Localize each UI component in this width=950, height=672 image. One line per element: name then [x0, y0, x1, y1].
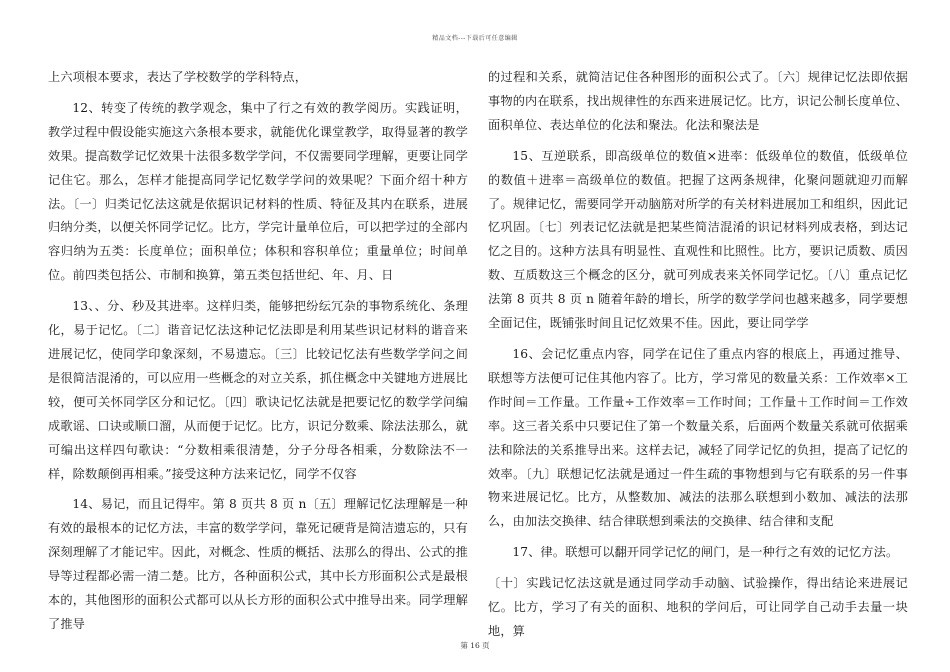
paragraph: 15、互逆联系，即高级单位的数值×进率：低级单位的数值，低级单位的数值＋进率＝高级单位的数值。把握了这两条规律，化聚问题就迎刃而解了。规律记忆，需要同学开动脑筋对所学的有关材料进展加工和组织，因此记忆巩固。〔七〕列表记忆法就是把某些简洁混淆的识记材料列成表格，到达记忆之目的。这种方法具有明显性、直观性和比照性。比方，要识记质数、质因数、互质数这三个概念的区分，就可列成表来关怀同学记忆。〔八〕重点记忆法第 8 页共 8 页 n 随着年龄的增长，所学的数学学问也越来越多，同学要想全面记住，既铺张时间且记忆效果不佳。因此，要让同学学	[488, 148, 908, 331]
page-number: 第 16 页	[460, 641, 490, 650]
left-column	[48, 66, 468, 644]
paragraph: 13、、分、秒及其进率。这样归类，能够把纷纭冗杂的事物系统化、条理化，易于记忆。〔二〕谐音记忆法这种记忆法即是利用某些识记材料的谐音来进展记忆，使同学印象深刻，不易遗忘。〔三〕比较记忆法有些数学学问之间是很简洁混淆的，可以应用一些概念的对立关系，抓住概念中关键地方进展比较，便可关怀同学区分和记忆。〔四〕歌诀记忆法就是把要记忆的数学学问编成歌谣、口诀或顺口溜，从而便于记忆。比方，识记分数乘、除法法那么，就可编出这样四句歌诀：“分数相乘很清楚，分子分母各相乘，分数除法不一样，除数颠倒再相乘。”接受这种方法来记忆，同学不仅容	[48, 299, 468, 481]
paragraph: 〔十〕实践记忆法这就是通过同学动手动脑、试验操作，得出结论来进展记忆。比方，学习了有关的面积、地积的学问后，可让同学自己动手去量一块地，算	[488, 576, 908, 638]
paragraph: 的过程和关系，就简洁记住各种图形的面积公式了。〔六〕规律记忆法即依据事物的内在联系，找出规律性的东西来进展记忆。比方，识记公制长度单位、面积单位、表达单位的化法和聚法。化法和聚法是	[488, 70, 908, 132]
paragraph: 17、律。联想可以翻开同学记忆的闸门，是一种行之有效的记忆方法。	[512, 545, 899, 560]
paragraph: 12、转变了传统的教学观念，集中了行之有效的教学阅历。实践证明，教学过程中假设能实施这六条根本要求，就能优化课堂教学，取得显著的教学效果。提高数学记忆效果十法很多数学学问，不仅需要同学理解，更要让同学记住它。那么，怎样才能提高同学记忆数学学问的效果呢？下面介绍十种方法。〔一〕归类记忆法这就是依据识记材料的性质、特征及其内在联系，进展归纳分类，以便关怀同学记忆。比方，学完计量单位后，可以把学过的全部内容归纳为五类：长度单位；面积单位；体积和容积单位；重量单位；时间单位。前四类包括公、市制和换算，第五类包括世纪、年、月、日	[48, 100, 468, 283]
page-header: 精品文档---下载后可任意编辑	[432, 35, 518, 42]
paragraph: 14、易记，而且记得牢。第 8 页共 8 页 n〔五〕理解记忆法理解是一种有效的最根本的记忆方法，丰富的数学学问，靠死记硬背是简洁遗忘的，只有深刻理解了才能记牢。因此，对概念、性质的概括、法那么的得出、公式的推导等过程都必需一清二楚。比方，各种面积公式，其中长方形面积公式是最根本的，其他图形的面积公式都可以从长方形的面积公式中推导出来。同学理解了推导	[48, 497, 468, 631]
paragraph: 16、会记忆重点内容，同学在记住了重点内容的根底上，再通过推导、联想等方法便可记住其他内容了。比方，学习常见的数量关系：工作效率×工作时间＝工作量。工作量÷工作效率＝工作时间；工作量＋工作时间＝工作效率。这三者关系中只要记住了第一个数量关系，后面两个数量关系就可依据乘法和除法的关系推导出来。这样去记，减轻了同学记忆的负担，提高了记忆的效率。〔九〕联想记忆法就是通过一件生疏的事物想到与它有联系的另一件事物来进展记忆。比方，从整数加、减法的法那么联想到小数加、减法的法那么，由加法交换律、结合律联想到乘法的交换律、结合律和支配	[488, 346, 908, 529]
right-column	[488, 66, 908, 651]
paragraph: 上六项根本要求，表达了学校数学的学科特点，	[48, 70, 308, 84]
